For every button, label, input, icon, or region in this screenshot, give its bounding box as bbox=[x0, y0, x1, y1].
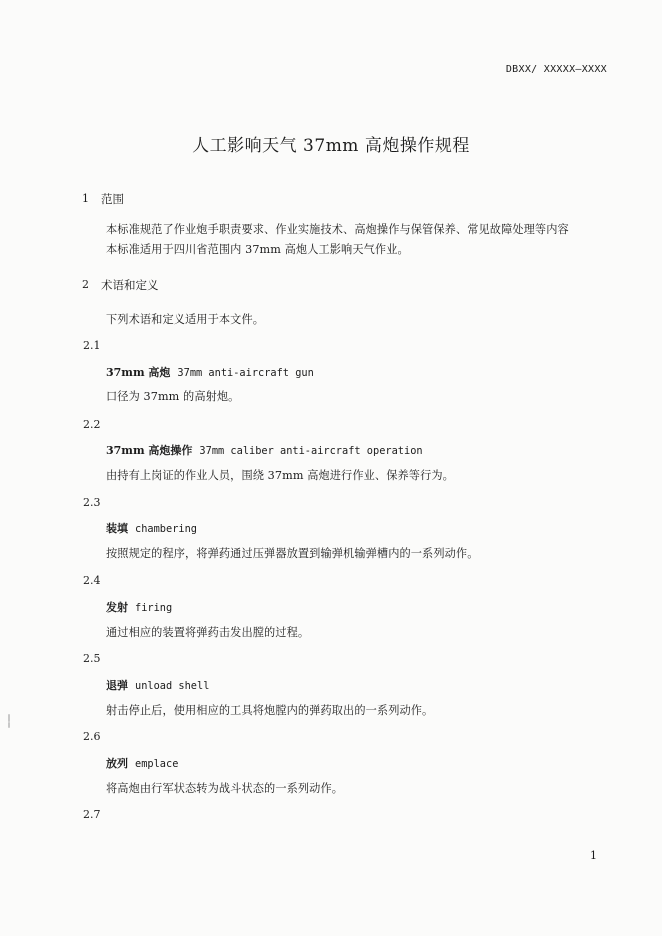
term-chinese: 发射 bbox=[106, 601, 128, 614]
term-number: 2.3 bbox=[83, 496, 101, 509]
section-heading-terms: 术语和定义 bbox=[101, 278, 159, 292]
term-number: 2.4 bbox=[83, 574, 101, 587]
term-english: unload shell bbox=[135, 680, 210, 692]
term-english: emplace bbox=[135, 758, 179, 770]
term-english: chambering bbox=[135, 523, 197, 535]
term-definition: 由持有上岗证的作业人员，围绕 37mm 高炮进行作业、保养等行为。 bbox=[106, 469, 454, 482]
term-english: firing bbox=[135, 602, 173, 614]
term-chinese: 退弹 bbox=[106, 679, 128, 692]
term-number: 2.1 bbox=[83, 339, 101, 352]
document-code: DBXX/ XXXXX—XXXX bbox=[505, 64, 607, 75]
term-definition: 按照规定的程序，将弹药通过压弹器放置到输弹机输弹槽内的一系列动作。 bbox=[106, 547, 479, 560]
term-entry bbox=[106, 755, 178, 771]
term-definition: 口径为 37mm 的高射炮。 bbox=[106, 390, 240, 403]
scan-mark bbox=[8, 722, 10, 728]
term-definition: 射击停止后，使用相应的工具将炮膛内的弹药取出的一系列动作。 bbox=[106, 704, 434, 717]
term-entry bbox=[106, 364, 314, 380]
document-title: 人工影响天气 37mm 高炮操作规程 bbox=[192, 136, 470, 156]
term-entry bbox=[106, 677, 209, 693]
term-english: 37mm anti-aircraft gun bbox=[177, 367, 314, 379]
scope-paragraph-1: 本标准规范了作业炮手职责要求、作业实施技术、高炮操作与保管保养、常见故障处理等内容 bbox=[106, 223, 569, 236]
section-number: 1 bbox=[82, 192, 89, 205]
term-chinese: 装填 bbox=[106, 522, 128, 535]
term-number: 2.2 bbox=[83, 418, 101, 431]
scope-paragraph-2: 本标准适用于四川省范围内 37mm 高炮人工影响天气作业。 bbox=[106, 243, 409, 256]
term-chinese: 37mm 高炮操作 bbox=[106, 444, 193, 457]
term-entry bbox=[106, 599, 172, 615]
term-entry bbox=[106, 520, 197, 536]
term-number: 2.7 bbox=[83, 808, 101, 821]
term-definition: 通过相应的装置将弹药击发出膛的过程。 bbox=[106, 626, 310, 639]
term-number: 2.5 bbox=[83, 652, 101, 665]
scan-mark bbox=[8, 714, 10, 722]
terms-intro: 下列术语和定义适用于本文件。 bbox=[106, 313, 265, 326]
term-english: 37mm caliber anti-aircraft operation bbox=[199, 445, 423, 457]
page-number: 1 bbox=[590, 849, 597, 862]
section-heading-scope: 范围 bbox=[101, 192, 124, 206]
term-chinese: 放列 bbox=[106, 757, 128, 770]
term-number: 2.6 bbox=[83, 730, 101, 743]
term-entry bbox=[106, 442, 423, 458]
term-definition: 将高炮由行军状态转为战斗状态的一系列动作。 bbox=[106, 782, 344, 795]
term-chinese: 37mm 高炮 bbox=[106, 366, 171, 379]
section-number: 2 bbox=[82, 278, 89, 291]
